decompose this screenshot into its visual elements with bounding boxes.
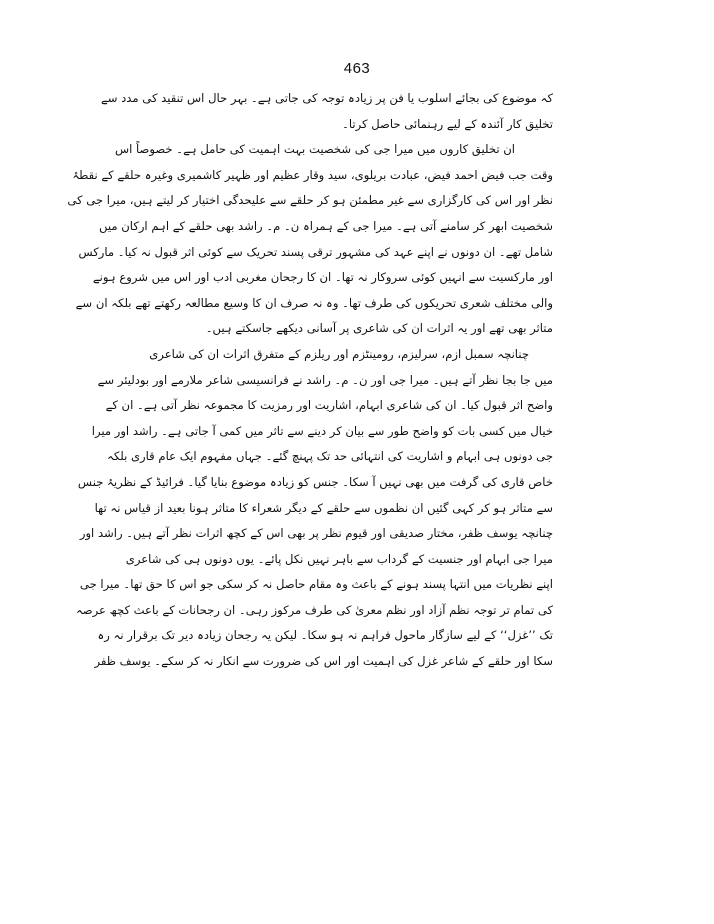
text-line: کی تمام تر توجہ نظم آزاد اور نظم معریٰ کی طرف مرکوز رہی۔ ان رجحانات کے باعث کچھ عرصہ bbox=[76, 602, 553, 617]
page-number: 463 bbox=[343, 60, 371, 77]
text-line: شخصیت ابھر کر سامنے آتی ہے۔ میرا جی کے ہمراہ ن۔ م۔ راشد بھی حلقے کے اہم ارکان میں bbox=[99, 218, 553, 233]
text-line: خاص قاری کی گرفت میں بھی نہیں آ سکا۔ جنس کو زیادہ موضوع بنایا گیا۔ فرائیڈ کے نظریۂ جنس bbox=[77, 474, 553, 489]
text-line: اور مارکسیت سے انہیں کوئی سروکار نہ تھا۔ ان کا رجحان مغربی ادب اور اس میں شروع ہونے bbox=[92, 270, 553, 285]
text-line: سکا اور حلقے کے شاعر غزل کی اہمیت اور اس کی ضرورت سے انکار نہ کر سکے۔ یوسف ظفر bbox=[94, 654, 553, 669]
text-line: نظر اور اس کی کارگزاری سے غیر مطمئن ہو کر حلقے سے علیحدگی اختیار کر لیتے ہیں، میرا جی کی bbox=[67, 193, 553, 208]
text-line: سے متاثر ہو کر کہی گئیں ان نظموں سے حلقے کے دیگر شعراء کا متاثر ہونا بعید از قیاس نہ تھا bbox=[94, 500, 553, 515]
text-line: والی مختلف شعری تحریکوں کی طرف تھا۔ وہ نہ صرف ان کا وسیع مطالعہ رکھتے تھے بلکہ ان سے bbox=[75, 295, 553, 310]
paragraph-start-line: چنانچہ سمبل ازم، سرلیزم، رومینٹزم اور ریلزم کے متفرق اثرات ان کی شاعری bbox=[149, 346, 529, 361]
body-text bbox=[67, 86, 553, 675]
text-line: کہ موضوع کی بجائے اسلوب یا فن پر زیادہ توجہ کی جاتی ہے۔ بہر حال اس تنقید کی مدد سے bbox=[100, 91, 553, 105]
text-line: متاثر بھی تھے اور یہ اثرات ان کی شاعری پر آسانی دیکھے جاسکتے ہیں۔ bbox=[205, 321, 553, 336]
text-line: وقت جب فیض احمد فیض، عبادت بریلوی، سید وقار عظیم اور ظہیر کاشمیری وغیرہ حلقے کے نقطۂ bbox=[72, 167, 553, 182]
text-line: اپنے نظریات میں انتہا پسند ہونے کے باعث وہ مقام حاصل نہ کر سکی جو اس کا حق تھا۔ میرا جی bbox=[79, 577, 553, 592]
text-line: چنانچہ یوسف ظفر، مختار صدیقی اور قیوم نظر پر بھی اس کے کچھ اثرات نظر آتے ہیں۔ راشد اور bbox=[79, 526, 553, 541]
text-line: میرا جی ابہام اور جنسیت کے گرداب سے باہر نہیں نکل پائے۔ یوں دونوں ہی کی شاعری bbox=[125, 551, 553, 566]
text-line: جی دونوں ہی ابہام و اشاریت کی انتہائی حد تک پہنچ گئے۔ جہاں مفہوم ایک عام قاری بلکہ bbox=[107, 449, 553, 464]
text-line: شامل تھے۔ ان دونوں نے اپنے عہد کی مشہور ترقی پسند تحریک سے کوئی اثر قبول نہ کیا۔ مارکس bbox=[78, 244, 553, 259]
text-line: واضح اثر قبول کیا۔ ان کی شاعری ابہام، اشاریت اور رمزیت کا مجموعہ نظر آتی ہے۔ ان کے bbox=[105, 398, 553, 413]
text-line: میں جا بجا نظر آتے ہیں۔ میرا جی اور ن۔ م۔ راشد نے فرانسیسی شاعر ملارمے اور بودلیئر سے bbox=[97, 372, 553, 387]
text-line: تک ’’غزل‘‘ کے لیے سازگار ماحول فراہم نہ ہو سکا۔ لیکن یہ رجحان زیادہ دیر تک برقرار نہ رہ bbox=[97, 628, 553, 643]
paragraph-start-line: ان تخلیق کاروں میں میرا جی کی شخصیت بہت اہمیت کی حامل ہے۔ خصوصاً اس bbox=[114, 142, 515, 157]
text-line: خیال میں کسی بات کو واضح طور سے بیان کر دینے سے تاثر میں کمی آ جاتی ہے۔ راشد اور میرا bbox=[91, 423, 553, 438]
text-line: تخلیق کار آئندہ کے لیے رہنمائی حاصل کرتا۔ bbox=[342, 116, 553, 131]
